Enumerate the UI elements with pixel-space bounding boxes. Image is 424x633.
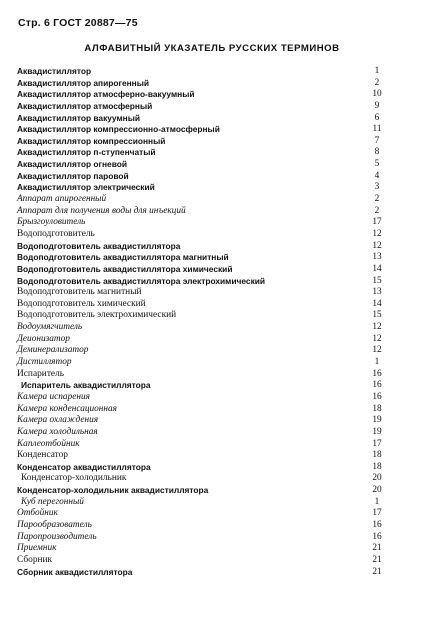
entry-term: Дистиллятор (17, 357, 72, 368)
entry-page-number: 10 (372, 89, 382, 100)
entry-term: Камера холодильная (17, 426, 98, 437)
entry-page-number: 6 (374, 112, 380, 123)
entry-page-number: 7 (374, 135, 380, 146)
entry-term: Водоподготовитель аквадистиллятора (17, 240, 181, 251)
entry-page-number: 12 (372, 322, 382, 333)
index-entry (17, 415, 392, 427)
index-entry (17, 357, 392, 369)
entry-page-number: 16 (372, 531, 382, 542)
index-entry (17, 508, 392, 520)
entry-page-number: 2 (374, 77, 380, 88)
entry-term: Аквадистиллятор компрессионный (17, 135, 166, 146)
entry-term: Куб перегонный (21, 496, 84, 507)
entry-page-number: 9 (374, 100, 380, 111)
entry-term: Брызгоуловитель (17, 217, 86, 228)
index-entry (17, 567, 392, 579)
entry-term: Водоподготовитель электрохимический (17, 310, 177, 321)
entry-term: Аквадистиллятор п-ступенчатый (17, 147, 156, 158)
entry-page-number: 15 (372, 310, 382, 321)
index-entry (17, 369, 392, 381)
entry-page-number: 14 (372, 263, 382, 274)
entry-term: Аквадистиллятор паровой (17, 170, 129, 181)
entry-term: Конденсатор (17, 450, 68, 461)
entry-term: Водоподготовитель магнитный (17, 287, 142, 298)
entry-term: Парообразователь (17, 519, 92, 530)
index-entry (17, 473, 392, 485)
entry-term: Аквадистиллятор вакуумный (17, 112, 141, 123)
index-entry (17, 66, 392, 78)
entry-page-number: 20 (372, 473, 382, 484)
entry-term: Аппарат апирогенный (17, 194, 107, 205)
entry-term: Аквадистиллятор огневой (17, 159, 128, 170)
entry-page-number: 1 (374, 357, 380, 368)
entry-page-number: 19 (372, 415, 382, 426)
entry-term: Аквадистиллятор апирогенный (17, 77, 150, 88)
entry-page-number: 11 (372, 124, 382, 135)
entry-page-number: 1 (374, 66, 380, 76)
index-entry (17, 462, 392, 474)
index-entry (17, 322, 392, 334)
entry-page-number: 18 (372, 461, 382, 472)
entry-page-number: 21 (372, 566, 382, 577)
entry-page-number: 12 (372, 345, 382, 356)
entry-page-number: 3 (374, 182, 380, 193)
entry-page-number: 18 (372, 450, 382, 461)
entry-page-number: 16 (372, 391, 382, 402)
index-entry (17, 532, 392, 544)
index-entry (17, 264, 392, 276)
term-index-list (17, 66, 392, 578)
entry-term: Конденсатор-холодильник аквадистиллятора (17, 485, 209, 496)
entry-term: Испаритель аквадистиллятора (21, 380, 151, 391)
index-entry (17, 182, 392, 194)
entry-term: Испаритель (17, 368, 65, 379)
entry-term: Деионизатор (17, 333, 70, 344)
index-entry (17, 287, 392, 299)
entry-term: Каплеотбойник (17, 438, 80, 449)
entry-page-number: 21 (372, 554, 382, 565)
entry-term: Конденсатор-холодильник (21, 473, 127, 484)
entry-term: Деминерализатор (17, 345, 89, 356)
index-entry (17, 229, 392, 241)
entry-page-number: 13 (372, 287, 382, 298)
entry-page-number: 4 (374, 170, 380, 181)
entry-term: Водоподготовитель аквадистиллятора химический (17, 263, 233, 274)
entry-page-number: 19 (372, 426, 382, 437)
entry-page-number: 12 (372, 240, 382, 251)
entry-term: Паропроизводитель (17, 531, 97, 542)
index-entry (17, 404, 392, 416)
entry-page-number: 5 (374, 159, 380, 170)
entry-term: Конденсатор аквадистиллятора (17, 461, 151, 472)
entry-page-number: 20 (372, 485, 382, 496)
index-entry (17, 136, 392, 148)
index-entry (17, 241, 392, 253)
entry-term: Сборник (17, 554, 53, 565)
index-entry (17, 276, 392, 288)
entry-term: Аквадистиллятор компрессионно-атмосферный (17, 124, 220, 135)
index-entry (17, 345, 392, 357)
entry-page-number: 17 (372, 438, 382, 449)
index-entry (17, 520, 392, 532)
entry-page-number: 21 (372, 543, 382, 554)
entry-term: Сборник аквадистиллятора (17, 566, 133, 577)
entry-page-number: 2 (374, 205, 380, 216)
page-title: АЛФАВИТНЫЙ УКАЗАТЕЛЬ РУССКИХ ТЕРМИНОВ (84, 43, 340, 54)
entry-term: Камера охлаждения (17, 415, 99, 426)
entry-page-number: 1 (374, 496, 380, 507)
entry-term: Приемник (17, 543, 57, 554)
index-entry (17, 450, 392, 462)
entry-term: Камера конденсационная (17, 403, 117, 414)
entry-page-number: 14 (372, 298, 382, 309)
entry-page-number: 12 (372, 228, 382, 239)
entry-page-number: 17 (372, 217, 382, 228)
entry-term: Отбойник (17, 508, 58, 519)
index-entry (17, 78, 392, 90)
entry-page-number: 16 (372, 380, 382, 391)
entry-page-number: 13 (372, 252, 382, 263)
entry-page-number: 8 (374, 147, 380, 158)
entry-term: Водоподготовитель аквадистиллятора магнитный (17, 252, 229, 263)
index-entry (17, 485, 392, 497)
index-entry (17, 380, 392, 392)
index-entry (17, 217, 392, 229)
index-entry (17, 147, 392, 159)
entry-term: Водоподготовитель (17, 228, 95, 239)
index-entry (17, 543, 392, 555)
entry-term: Аппарат для получения воды для инъекций (17, 205, 186, 216)
index-entry (17, 101, 392, 113)
entry-page-number: 2 (374, 194, 380, 205)
entry-term: Водоумягчитель (17, 322, 83, 333)
index-entry (17, 113, 392, 125)
index-entry (17, 89, 392, 101)
entry-term: Камера испарения (17, 391, 90, 402)
index-entry (17, 439, 392, 451)
index-entry (17, 555, 392, 567)
index-entry (17, 299, 392, 311)
entry-term: Аквадистиллятор (17, 66, 92, 76)
index-entry (17, 392, 392, 404)
index-entry (17, 334, 392, 346)
entry-term: Водоподготовитель аквадистиллятора электрохимический (17, 275, 266, 286)
index-entry (17, 171, 392, 183)
index-entry (17, 124, 392, 136)
entry-term: Водоподготовитель химический (17, 298, 146, 309)
entry-page-number: 16 (372, 368, 382, 379)
entry-page-number: 16 (372, 519, 382, 530)
entry-term: Аквадистиллятор атмосферный (17, 100, 153, 111)
entry-page-number: 15 (372, 275, 382, 286)
index-entry (17, 206, 392, 218)
page-header: Стр. 6 ГОСТ 20887—75 (18, 17, 138, 29)
entry-page-number: 17 (372, 508, 382, 519)
entry-page-number: 12 (372, 333, 382, 344)
index-entry (17, 497, 392, 509)
index-entry (17, 310, 392, 322)
entry-term: Аквадистиллятор атмосферно-вакуумный (17, 89, 195, 100)
index-entry (17, 194, 392, 206)
entry-page-number: 18 (372, 403, 382, 414)
index-entry (17, 252, 392, 264)
index-entry (17, 427, 392, 439)
index-entry (17, 159, 392, 171)
entry-term: Аквадистиллятор электрический (17, 182, 155, 193)
